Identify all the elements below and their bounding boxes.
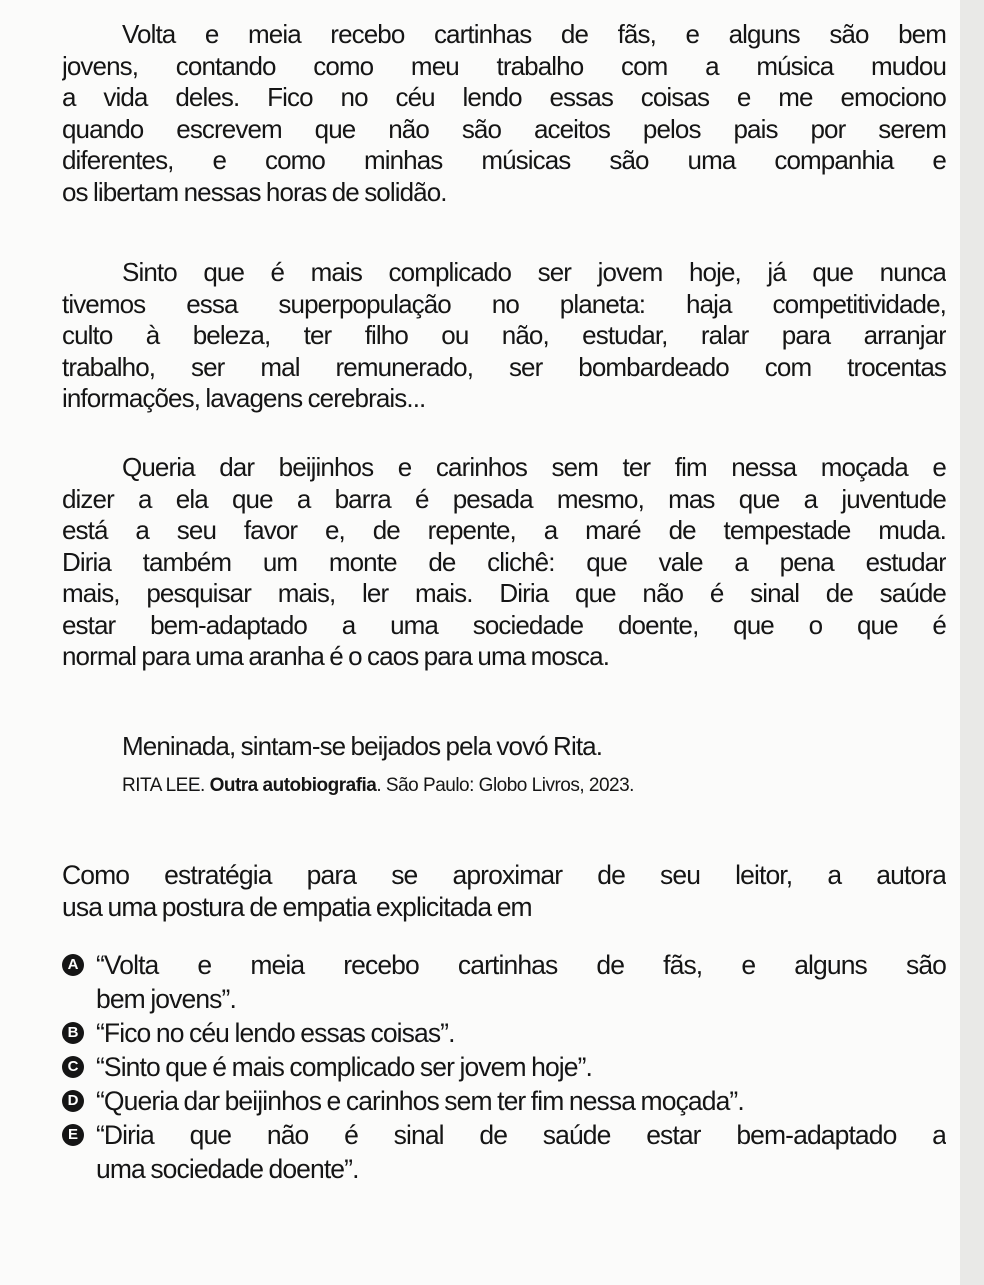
text-line: a vida deles. Fico no céu lendo essas coisas e me emociono (62, 82, 946, 112)
option-d[interactable] (62, 1084, 946, 1118)
text-line: usa uma postura de empatia explicitada em (62, 891, 532, 922)
text-line: Como estratégia para se aproximar de seu leitor, a autora (62, 860, 946, 890)
text-line: estar bem-adaptado a uma sociedade doente, que o que é (62, 609, 946, 640)
text-line: informações, lavagens cerebrais... (62, 383, 426, 413)
text-line: Sinto que é mais complicado ser jovem hoje, já que nunca (122, 257, 946, 287)
text-line: tivemos essa superpopulação no planeta: haja competitividade, (62, 288, 946, 319)
text-line: “Sinto que é mais complicado ser jovem hoje”. (96, 1052, 592, 1082)
text-line: está a seu favor e, de repente, a maré de tempestade muda. (62, 515, 946, 545)
option-e[interactable] (62, 1118, 946, 1186)
text-line: culto à beleza, ter filho ou não, estudar, ralar para arranjar (62, 320, 946, 350)
answer-options (62, 948, 946, 1186)
paragraph-3 (62, 452, 946, 673)
text-line: dizer a ela que a barra é pesada mesmo, mas que a juventude (62, 483, 946, 514)
text-line: “Queria dar beijinhos e carinhos sem ter fim nessa moçada”. (96, 1086, 744, 1116)
option-letter-badge: D (62, 1090, 84, 1112)
text-line: Diria também um monte de clichê: que vale a pena estudar (62, 546, 946, 577)
option-a[interactable] (62, 948, 946, 1016)
text-line: “Volta e meia recebo cartinhas de fãs, e alguns são (96, 950, 946, 980)
text-line: quando escrevem que não são aceitos pelos pais por serem (62, 113, 946, 144)
text-line: Volta e meia recebo cartinhas de fãs, e alguns são bem (122, 19, 946, 49)
text-line: “Diria que não é sinal de saúde estar bem-adaptado a (96, 1120, 946, 1150)
paragraph-4 (62, 731, 946, 763)
text-line: Queria dar beijinhos e carinhos sem ter fim nessa moçada e (122, 452, 946, 482)
citation-title: Outra autobiografia (209, 775, 377, 796)
paragraph-1 (62, 19, 946, 208)
option-letter-badge: C (62, 1056, 84, 1078)
text-line: uma sociedade doente”. (96, 1154, 359, 1184)
option-letter-badge: B (62, 1022, 84, 1044)
question-stem (62, 860, 946, 923)
text-line: Meninada, sintam-se beijados pela vovó Rita. (122, 731, 603, 761)
option-letter-badge: E (62, 1124, 84, 1146)
citation-publisher: . São Paulo: Globo Livros, 2023. (376, 775, 634, 796)
text-line: normal para uma aranha é o caos para uma mosca. (62, 641, 610, 671)
paragraph-2 (62, 257, 946, 415)
text-line: os libertam nessas horas de solidão. (62, 176, 447, 207)
page-edge (960, 0, 984, 1285)
option-letter-badge: A (62, 954, 84, 976)
text-line: “Fico no céu lendo essas coisas”. (96, 1018, 455, 1048)
text-line: jovens, contando como meu trabalho com a música mudou (62, 50, 946, 81)
option-b[interactable] (62, 1016, 946, 1050)
text-line: bem jovens”. (96, 984, 236, 1014)
text-line: mais, pesquisar mais, ler mais. Diria que não é sinal de saúde (62, 578, 946, 608)
text-line: trabalho, ser mal remunerado, ser bombardeado com trocentas (62, 351, 946, 382)
citation-author: RITA LEE. (122, 775, 205, 796)
citation (62, 772, 946, 800)
text-line: diferentes, e como minhas músicas são uma companhia e (62, 145, 946, 175)
option-c[interactable] (62, 1050, 946, 1084)
